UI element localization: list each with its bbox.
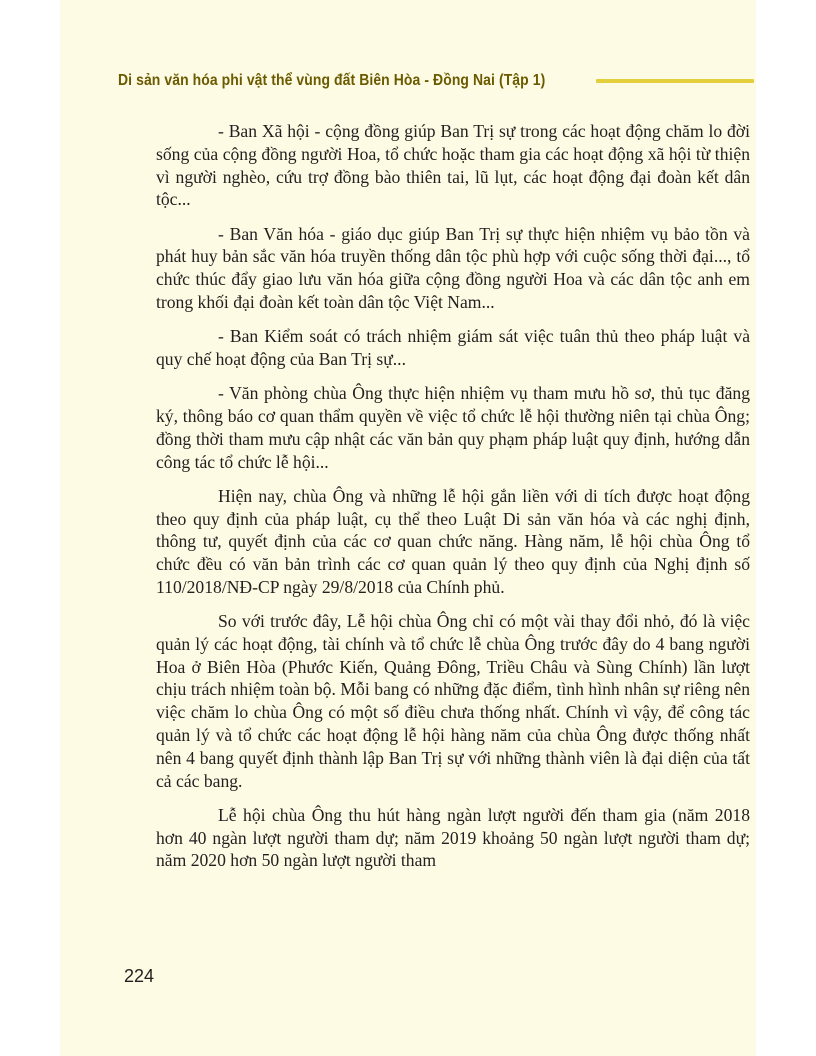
header-rule [596,79,754,83]
running-header-title: Di sản văn hóa phi vật thể vùng đất Biên Hòa - Đồng Nai (Tập 1) [118,72,546,89]
paragraph: - Ban Kiểm soát có trách nhiệm giám sát việc tuân thủ theo pháp luật và quy chế hoạt động của Ban Trị sự... [156,326,750,369]
paragraph: Hiện nay, chùa Ông và những lễ hội gắn liền với di tích được hoạt động theo quy định của pháp luật, cụ thể theo Luật Di sản văn hóa và các nghị định, thông tư, quyết định của các cơ quan chức năng. Hàng năm, lễ hội chùa Ông tổ chức đều có văn bản trình các cơ quan quản lý theo quy định của Nghị định số 110/2018/NĐ-CP ngày 29/8/2018 của Chính phủ. [156,485,750,597]
paragraph: Lễ hội chùa Ông thu hút hàng ngàn lượt người đến tham gia (năm 2018 hơn 40 ngàn lượt người tham dự; năm 2019 khoảng 50 ngàn lượt người tham dự; năm 2020 hơn 50 ngàn lượt người tham [156,804,750,871]
book-page [60,0,756,1056]
paragraph: - Ban Văn hóa - giáo dục giúp Ban Trị sự thực hiện nhiệm vụ bảo tồn và phát huy bản sắc văn hóa truyền thống dân tộc phù hợp với cuộc sống thời đại..., tổ chức thúc đẩy giao lưu văn hóa giữa cộng đồng người Hoa và các dân tộc anh em trong khối đại đoàn kết toàn dân tộc Việt Nam... [156,223,750,312]
page-number: 224 [124,966,155,986]
running-header [118,68,754,94]
paragraph: - Ban Xã hội - cộng đồng giúp Ban Trị sự trong các hoạt động chăm lo đời sống của cộng đồng người Hoa, tổ chức hoặc tham gia các hoạt động xã hội từ thiện vì người nghèo, cứu trợ đồng bào thiên tai, lũ lụt, các hoạt động đại đoàn kết dân tộc... [156,121,750,210]
paragraph: - Văn phòng chùa Ông thực hiện nhiệm vụ tham mưu hồ sơ, thủ tục đăng ký, thông báo cơ quan thẩm quyền về việc tổ chức lễ hội thường niên tại chùa Ông; đồng thời tham mưu cập nhật các văn bản quy phạm pháp luật quy định, hướng dẫn công tác tổ chức lễ hội... [156,383,750,472]
body-text [156,120,750,884]
paragraph: So với trước đây, Lễ hội chùa Ông chỉ có một vài thay đổi nhỏ, đó là việc quản lý các hoạt động, tài chính và tổ chức lễ chùa Ông trước đây do 4 bang người Hoa ở Biên Hòa (Phước Kiến, Quảng Đông, Triều Châu và Sùng Chính) lần lượt chịu trách nhiệm toàn bộ. Mỗi bang có những đặc điểm, tình hình nhân sự riêng nên việc chăm lo chùa Ông có một số điều chưa thống nhất. Chính vì vậy, để công tác quản lý và tổ chức các hoạt động lễ hội hàng năm của chùa Ông được thống nhất nên 4 bang quyết định thành lập Ban Trị sự với những thành viên là đại diện của tất cả các bang. [156,611,750,791]
